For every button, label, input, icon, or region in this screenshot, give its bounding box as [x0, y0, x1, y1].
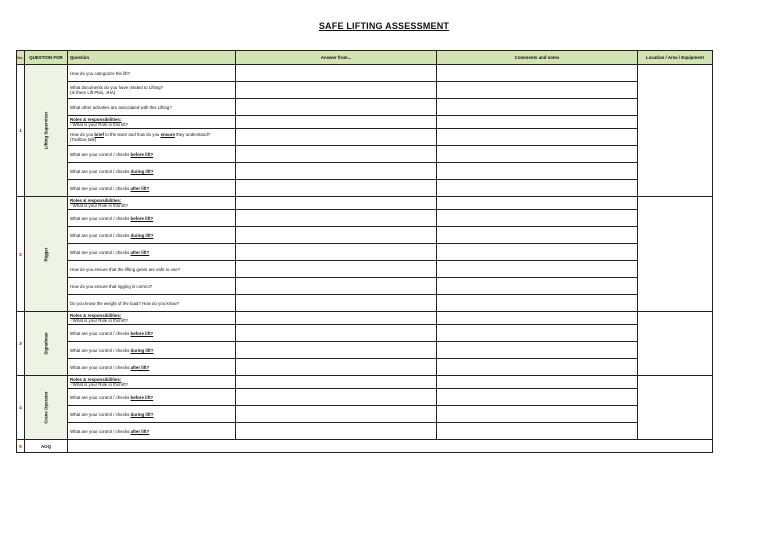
comments-cell[interactable]: [437, 325, 638, 342]
question-emphasis: after lift?: [130, 185, 150, 191]
question-text: What are your control / checks: [70, 249, 131, 255]
answer-cell[interactable]: [236, 325, 437, 342]
answer-cell[interactable]: [236, 406, 437, 423]
question-subtext: - What is your Role in this lift?: [70, 122, 129, 127]
table-row: [17, 116, 713, 129]
question-emphasis: after lift?: [130, 364, 150, 370]
question-emphasis: before lift?: [130, 394, 154, 400]
question-text: What are your control / checks: [70, 168, 131, 174]
question-emphasis: during lift?: [130, 232, 154, 238]
answer-cell[interactable]: [236, 180, 437, 197]
answer-cell[interactable]: [236, 312, 437, 325]
answer-cell[interactable]: [236, 359, 437, 376]
question-subtext: - What is your Role in this lift?: [70, 382, 129, 387]
question-line: [70, 169, 233, 174]
question-cell: [68, 295, 236, 312]
comments-cell[interactable]: [437, 278, 638, 295]
question-emphasis: ensure: [160, 132, 175, 137]
answer-cell[interactable]: [236, 82, 437, 99]
comments-cell[interactable]: [437, 180, 638, 197]
question-text: What are your control / checks: [70, 428, 131, 434]
comments-cell[interactable]: [437, 295, 638, 312]
section-role: Signalman: [43, 332, 49, 355]
header-comments: Comments and notes: [437, 51, 638, 65]
aoq-cell[interactable]: [68, 440, 713, 453]
answer-cell[interactable]: [236, 197, 437, 210]
question-emphasis: during lift?: [130, 411, 154, 417]
roles-heading: Roles & responsibilities:: [70, 198, 122, 203]
table-row: [17, 244, 713, 261]
question-subtext: - What is your Role in this lift?: [70, 318, 129, 323]
table-row: [17, 389, 713, 406]
comments-cell[interactable]: [437, 210, 638, 227]
section-number: 4: [17, 376, 25, 440]
page-title: SAFE LIFTING ASSESSMENT: [318, 21, 450, 31]
header-no: No.: [17, 51, 25, 65]
section-role: Rigger: [43, 247, 49, 261]
question-text: they understand?: [174, 132, 211, 137]
question-line: [70, 429, 233, 434]
question-cell: [68, 146, 236, 163]
table-row: [17, 129, 713, 146]
comments-cell[interactable]: [437, 376, 638, 389]
answer-cell[interactable]: [236, 163, 437, 180]
comments-cell[interactable]: [437, 227, 638, 244]
table-row: [17, 180, 713, 197]
comments-cell[interactable]: [437, 65, 638, 82]
section-role-cell: [25, 376, 68, 440]
question-emphasis: during lift?: [130, 168, 154, 174]
comments-cell[interactable]: [437, 342, 638, 359]
question-cell: [68, 406, 236, 423]
question-cell: [68, 359, 236, 376]
header-location: Location / Area / Equipment: [638, 51, 713, 65]
question-cell: [68, 278, 236, 295]
assessment-table: [16, 50, 713, 453]
answer-cell[interactable]: [236, 376, 437, 389]
section-role-cell: [25, 65, 68, 197]
question-cell: [68, 227, 236, 244]
question-text: What are your control / checks: [70, 215, 131, 221]
question-cell: [68, 180, 236, 197]
location-cell[interactable]: [638, 65, 713, 197]
question-cell: [68, 116, 236, 129]
section-number: 2: [17, 197, 25, 312]
question-emphasis: brief: [94, 132, 104, 137]
answer-cell[interactable]: [236, 146, 437, 163]
answer-cell[interactable]: [236, 244, 437, 261]
question-cell: [68, 210, 236, 227]
table-row: [17, 376, 713, 389]
question-cell: [68, 342, 236, 359]
comments-cell[interactable]: [437, 129, 638, 146]
question-text: Do you know the weight of the load? How do you know?: [70, 300, 180, 306]
question-cell: [68, 197, 236, 210]
answer-cell[interactable]: [236, 423, 437, 440]
question-subtext: (Is there Lift Plan, JHA): [70, 90, 116, 95]
table-row: [17, 423, 713, 440]
question-cell: [68, 389, 236, 406]
table-row: [17, 342, 713, 359]
comments-cell[interactable]: [437, 423, 638, 440]
question-line: [70, 216, 233, 221]
table-row: [17, 312, 713, 325]
comments-cell[interactable]: [437, 406, 638, 423]
comments-cell[interactable]: [437, 359, 638, 376]
section-role: Crane Operator: [43, 391, 49, 424]
question-emphasis: during lift?: [130, 347, 154, 353]
question-line: [70, 331, 233, 336]
roles-heading: Roles & responsibilities:: [70, 313, 122, 318]
question-emphasis: before lift?: [130, 330, 154, 336]
question-line: [70, 152, 233, 157]
question-text: What are your control / checks: [70, 347, 131, 353]
table-row: [17, 440, 713, 453]
answer-cell[interactable]: [236, 295, 437, 312]
question-text: What are your control / checks: [70, 151, 131, 157]
question-text: What are your control / checks: [70, 394, 131, 400]
question-line: [70, 365, 233, 370]
question-cell: [68, 82, 236, 99]
question-text: How do you ensure that the lifting gears are safe to use?: [70, 266, 181, 272]
location-cell[interactable]: [638, 312, 713, 376]
answer-cell[interactable]: [236, 261, 437, 278]
header-row: [17, 51, 713, 65]
question-text: What documents do you have related to Lifting?: [70, 85, 163, 90]
question-text: What are your control / checks: [70, 232, 131, 238]
table-row: [17, 197, 713, 210]
table-row: [17, 359, 713, 376]
question-text: What are your control / checks: [70, 411, 131, 417]
section-role: AOQ: [25, 440, 68, 453]
answer-cell[interactable]: [236, 389, 437, 406]
table-row: [17, 99, 713, 116]
comments-cell[interactable]: [437, 99, 638, 116]
table-row: [17, 261, 713, 278]
comments-cell[interactable]: [437, 312, 638, 325]
section-role: Lifting Supervisor: [43, 111, 49, 150]
table-row: [17, 325, 713, 342]
question-text: to the team and how do you: [103, 132, 161, 137]
answer-cell[interactable]: [236, 227, 437, 244]
question-emphasis: after lift?: [130, 249, 150, 255]
table-row: [17, 146, 713, 163]
question-cell: [68, 261, 236, 278]
comments-cell[interactable]: [437, 146, 638, 163]
question-cell: [68, 65, 236, 82]
header-answer: Answer from...: [236, 51, 437, 65]
comments-cell[interactable]: [437, 163, 638, 180]
comments-cell[interactable]: [437, 261, 638, 278]
table-row: [17, 163, 713, 180]
question-line: [70, 186, 233, 191]
table-row: [17, 278, 713, 295]
section-number: 3: [17, 312, 25, 376]
comments-cell[interactable]: [437, 197, 638, 210]
question-subtext: - What is your Role in this lift?: [70, 203, 129, 208]
header-question-for: QUESTION FOR: [25, 51, 68, 65]
location-cell[interactable]: [638, 197, 713, 312]
comments-cell[interactable]: [437, 244, 638, 261]
table-row: [17, 82, 713, 99]
table-row: [17, 295, 713, 312]
question-emphasis: after lift?: [130, 428, 150, 434]
table-row: [17, 65, 713, 82]
question-text: What are your control / checks: [70, 185, 131, 191]
question-text: What are your control / checks: [70, 364, 131, 370]
question-text: How do you categorize the lift?: [70, 70, 131, 76]
question-text: How do you ensure that rigging is correct?: [70, 283, 153, 289]
comments-cell[interactable]: [437, 116, 638, 129]
question-cell: [68, 376, 236, 389]
roles-heading: Roles & responsibilities:: [70, 117, 122, 122]
question-emphasis: before lift?: [130, 215, 154, 221]
question-cell: [68, 312, 236, 325]
question-cell: [68, 163, 236, 180]
question-line: [70, 348, 233, 353]
section-number: 5: [17, 440, 25, 453]
comments-cell[interactable]: [437, 389, 638, 406]
question-line: [70, 412, 233, 417]
question-cell: [68, 325, 236, 342]
question-subtext: (Toolbox talk): [70, 137, 97, 142]
header-question: Question: [68, 51, 236, 65]
table-row: [17, 210, 713, 227]
question-cell: [68, 244, 236, 261]
question-text: What other activities are associated with this Lifting?: [70, 104, 172, 110]
answer-cell[interactable]: [236, 278, 437, 295]
table-row: [17, 227, 713, 244]
answer-cell[interactable]: [236, 99, 437, 116]
comments-cell[interactable]: [437, 82, 638, 99]
answer-cell[interactable]: [236, 129, 437, 146]
roles-heading: Roles & responsibilities:: [70, 377, 122, 382]
table-row: [17, 406, 713, 423]
table-body: [17, 65, 713, 453]
question-emphasis: before lift?: [130, 151, 154, 157]
question-line: [70, 233, 233, 238]
answer-cell[interactable]: [236, 342, 437, 359]
question-text: What are your control / checks: [70, 330, 131, 336]
answer-cell[interactable]: [236, 65, 437, 82]
location-cell[interactable]: [638, 376, 713, 440]
question-cell: [68, 99, 236, 116]
question-cell: [68, 423, 236, 440]
question-cell: [68, 129, 236, 146]
question-line: [70, 395, 233, 400]
section-number: 1: [17, 65, 25, 197]
answer-cell[interactable]: [236, 210, 437, 227]
question-line: [70, 250, 233, 255]
question-text: How do you: [70, 132, 95, 137]
section-role-cell: [25, 312, 68, 376]
answer-cell[interactable]: [236, 116, 437, 129]
section-role-cell: [25, 197, 68, 312]
